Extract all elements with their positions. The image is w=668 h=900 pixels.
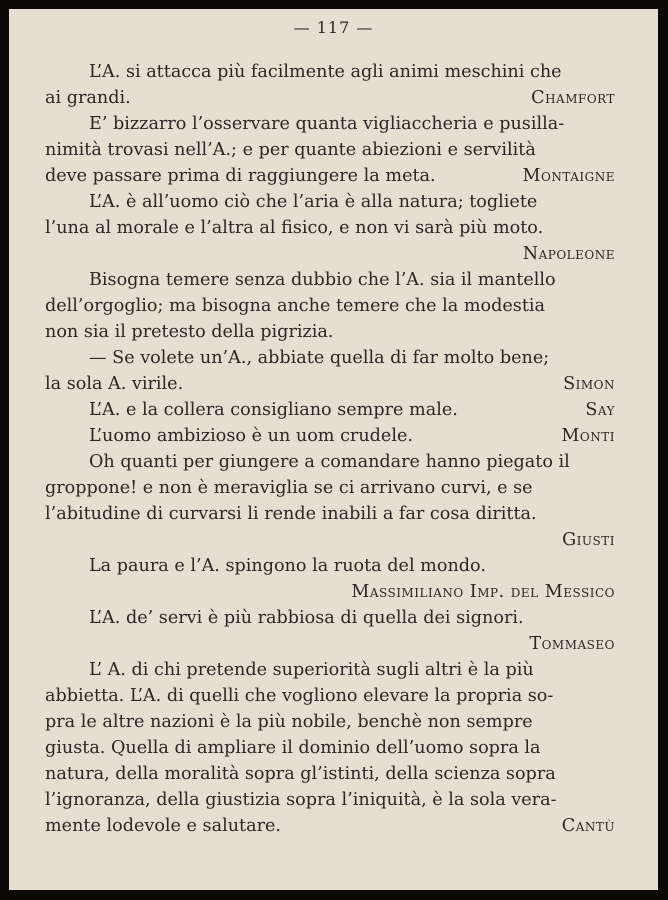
line-text: l’ignoranza, della giustizia sopra l’iniquità, è la sola vera- — [45, 790, 557, 810]
text-line — [45, 475, 617, 501]
text-line — [45, 657, 617, 683]
quotations-text — [45, 59, 617, 839]
text-line — [45, 59, 617, 85]
line-text: giusta. Quella di ampliare il dominio dell’uomo sopra la — [45, 738, 541, 758]
quote-author: Napoleone — [522, 244, 615, 264]
quote-author: Giusti — [562, 530, 615, 550]
line-text: l’una al morale e l’altra al fisico, e non vi sarà più moto. — [45, 218, 544, 238]
text-line — [45, 709, 617, 735]
line-text: E’ bizzarro l’osservare quanta vigliaccheria e pusilla- — [89, 114, 565, 134]
text-line — [45, 813, 617, 839]
page-number: — 117 — — [293, 18, 374, 37]
line-text: l’abitudine di curvarsi li rende inabili a far cosa diritta. — [45, 504, 537, 524]
quote-author: Chamfort — [531, 88, 615, 108]
text-line — [45, 345, 617, 371]
line-text: nimità trovasi nell’A.; e per quante abiezioni e servilità — [45, 140, 536, 160]
line-text: natura, della moralità sopra gl’istinti, della scienza sopra — [45, 764, 556, 784]
quote-author: Massimiliano Imp. del Messico — [351, 582, 615, 602]
text-line — [45, 605, 617, 631]
quote-author: Simon — [563, 374, 615, 394]
author-line — [45, 527, 617, 553]
line-text: Bisogna temere senza dubbio che l’A. sia il mantello — [89, 270, 556, 290]
line-text: La paura e l’A. spingono la ruota del mondo. — [89, 556, 486, 576]
text-line — [45, 163, 617, 189]
author-line — [45, 579, 617, 605]
text-line — [45, 85, 617, 111]
quote-author: Tommaseo — [529, 634, 615, 654]
text-line — [45, 735, 617, 761]
line-text: non sia il pretesto della pigrizia. — [45, 322, 334, 342]
text-line — [45, 293, 617, 319]
line-text: ai grandi. — [45, 88, 131, 108]
author-line — [45, 241, 617, 267]
quote-author: Say — [585, 400, 615, 420]
line-text: L’A. si attacca più facilmente agli animi meschini che — [89, 62, 562, 82]
quote-author: Cantù — [561, 816, 615, 836]
text-line — [45, 683, 617, 709]
quote-author: Monti — [561, 426, 615, 446]
line-text: Oh quanti per giungere a comandare hanno piegato il — [89, 452, 570, 472]
line-text: L’A. è all’uomo ciò che l’aria è alla natura; togliete — [89, 192, 538, 212]
text-line — [45, 397, 617, 423]
line-text: L’A. e la collera consigliano sempre male. — [89, 400, 458, 420]
text-line — [45, 267, 617, 293]
line-text: mente lodevole e salutare. — [45, 816, 282, 836]
text-line — [45, 137, 617, 163]
text-line — [45, 787, 617, 813]
line-text: la sola A. virile. — [45, 374, 184, 394]
line-text: abbietta. L’A. di quelli che vogliono elevare la propria so- — [45, 686, 554, 706]
author-line — [45, 631, 617, 657]
text-line — [45, 501, 617, 527]
line-text: L’ A. di chi pretende superiorità sugli altri è la più — [89, 660, 534, 680]
text-line — [45, 111, 617, 137]
line-text: — Se volete un’A., abbiate quella di far molto bene; — [89, 348, 550, 368]
line-text: pra le altre nazioni è la più nobile, benchè non sempre — [45, 712, 533, 732]
text-line — [45, 553, 617, 579]
text-line — [45, 371, 617, 397]
text-line — [45, 189, 617, 215]
line-text: dell’orgoglio; ma bisogna anche temere che la modestia — [45, 296, 546, 316]
book-page — [9, 9, 658, 890]
text-line — [45, 761, 617, 787]
text-line — [45, 215, 617, 241]
text-line — [45, 423, 617, 449]
line-text: deve passare prima di raggiungere la meta. — [45, 166, 436, 186]
text-line — [45, 319, 617, 345]
line-text: L’A. de’ servi è più rabbiosa di quella dei signori. — [89, 608, 524, 628]
line-text: groppone! e non è meraviglia se ci arrivano curvi, e se — [45, 478, 533, 498]
line-text: L’uomo ambizioso è un uom crudele. — [89, 426, 413, 446]
text-line — [45, 449, 617, 475]
quote-author: Montaigne — [522, 166, 615, 186]
